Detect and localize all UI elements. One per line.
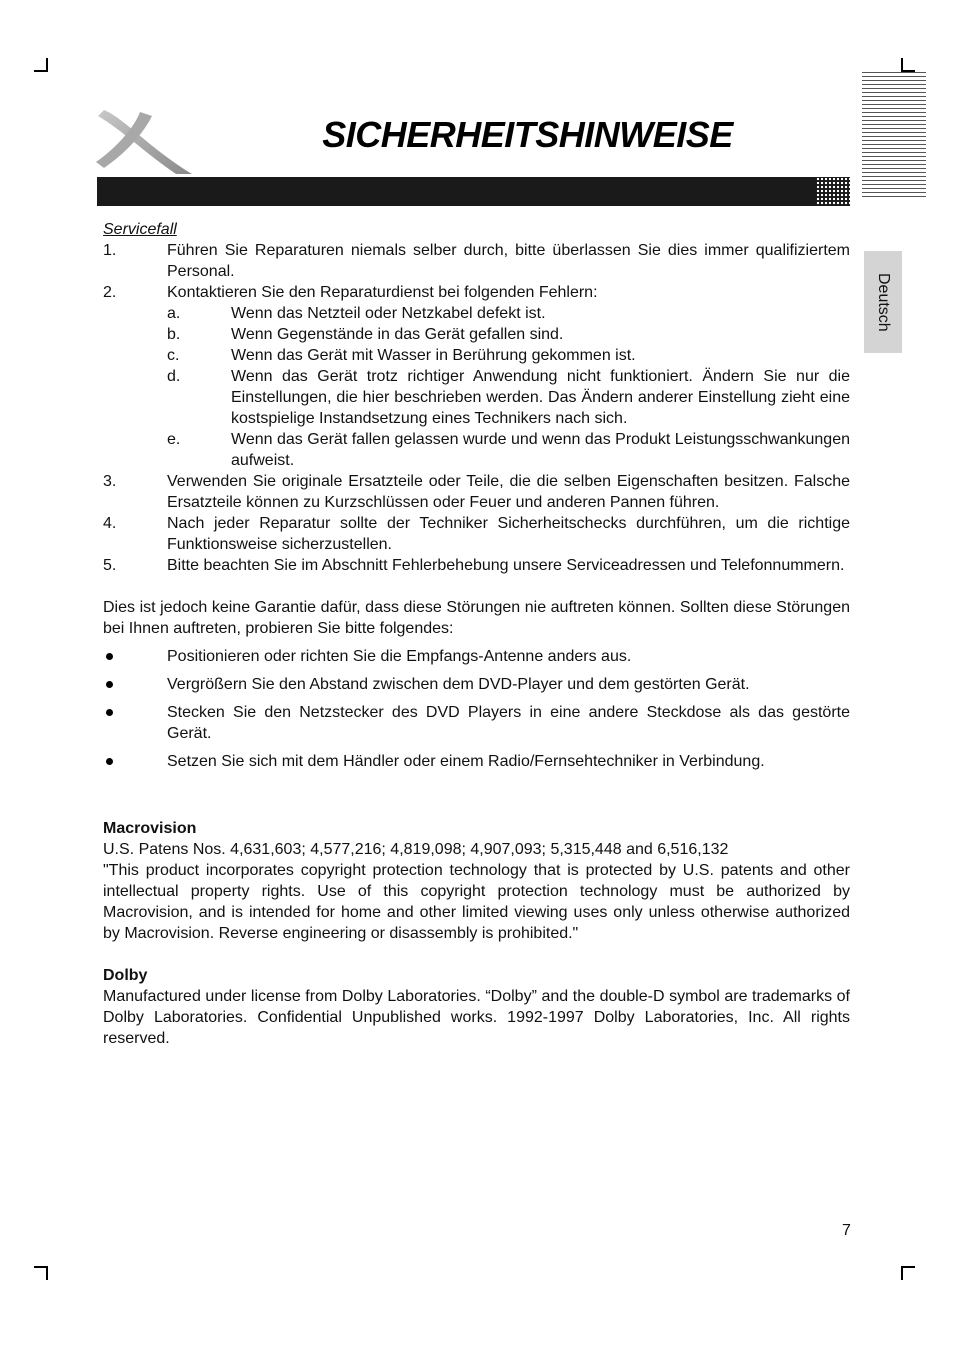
- sub-list-item: [103, 303, 850, 324]
- list-item-text: Führen Sie Reparaturen niemals selber durch, bitte überlassen Sie dies immer qualifiziertem Personal.: [167, 242, 850, 280]
- crop-mark-bottom-right: [901, 1266, 915, 1280]
- interference-intro: Dies ist jedoch keine Garantie dafür, dass diese Störungen nie auftreten können. Sollten diese Störungen bei Ihnen auftreten, probieren Sie bitte folgendes:: [103, 599, 850, 637]
- list-item: [103, 471, 850, 513]
- bullet-text: Setzen Sie sich mit dem Händler oder einem Radio/Fernsehtechniker in Verbindung.: [167, 753, 765, 770]
- list-item: [103, 240, 850, 282]
- dolby-text: Manufactured under license from Dolby Laboratories. “Dolby” and the double-D symbol are trademarks of Dolby Laboratories. Confidential Unpublished works. 1992-1997 Dolby Laboratories, Inc. All rights reserved.: [103, 988, 850, 1047]
- title-bar-dot-pattern: [816, 177, 850, 206]
- list-item-text: Bitte beachten Sie im Abschnitt Fehlerbehebung unsere Serviceadressen und Telefonnummern.: [167, 557, 845, 574]
- macrovision-patents: U.S. Patens Nos. 4,631,603; 4,577,216; 4,819,098; 4,907,093; 5,315,448 and 6,516,132: [103, 841, 729, 858]
- sub-list-item-text: Wenn das Gerät mit Wasser in Berührung gekommen ist.: [231, 347, 636, 364]
- list-item: [103, 282, 850, 303]
- list-item-number: 1.: [103, 242, 117, 259]
- bullet-text: Positionieren oder richten Sie die Empfangs-Antenne anders aus.: [167, 648, 632, 665]
- bullet-item: [103, 751, 850, 772]
- list-item-number: 4.: [103, 515, 117, 532]
- list-item-number: 3.: [103, 473, 117, 490]
- sub-list-item: [103, 429, 850, 471]
- list-item: [103, 555, 850, 576]
- sub-list-item-letter: d.: [167, 368, 181, 385]
- bullet-item: [103, 646, 850, 667]
- crop-mark-top-left: [34, 58, 48, 72]
- sub-list-item: [103, 366, 850, 429]
- language-tab-label: Deutsch: [875, 272, 892, 332]
- macrovision-heading: Macrovision: [103, 820, 197, 837]
- sub-list-item-letter: c.: [167, 347, 180, 364]
- sub-list-item-letter: a.: [167, 305, 181, 322]
- bullet-dot-icon: [106, 709, 113, 716]
- list-item-text: Nach jeder Reparatur sollte der Techniker Sicherheitschecks durchführen, um die richtige Funktionsweise sicherzustellen.: [167, 515, 850, 553]
- list-item-number: 2.: [103, 284, 117, 301]
- dolby-heading: Dolby: [103, 967, 148, 984]
- bullet-dot-icon: [106, 758, 113, 765]
- crop-mark-bottom-left: [34, 1266, 48, 1280]
- sub-list-item-text: Wenn das Gerät trotz richtiger Anwendung nicht funktioniert. Ändern Sie nur die Einstellungen, die hier beschrieben werden. Das Ändern anderer Einstellung zieht eine kostspielige Instandsetzung eines Technikers nach sich.: [231, 368, 850, 427]
- sub-list-item-text: Wenn das Gerät fallen gelassen wurde und wenn das Produkt Leistungsschwankungen aufweist.: [231, 431, 850, 469]
- title-bar: [97, 177, 850, 206]
- sub-list-item: [103, 345, 850, 366]
- page-content: [103, 219, 850, 1049]
- bullet-text: Stecken Sie den Netzstecker des DVD Players in eine andere Steckdose als das gestörte Gerät.: [167, 704, 850, 742]
- sub-list-item-text: Wenn das Netzteil oder Netzkabel defekt ist.: [231, 305, 546, 322]
- x-logo-icon: [94, 108, 194, 176]
- sub-list-item-letter: e.: [167, 431, 181, 448]
- list-item-text: Verwenden Sie originale Ersatzteile oder Teile, die die selben Eigenschaften besitzen. Falsche Ersatzteile können zu Kurzschlüssen oder Feuer und anderen Pannen führen.: [167, 473, 850, 511]
- bullet-item: [103, 674, 850, 695]
- bullet-dot-icon: [106, 653, 113, 660]
- page-title: SICHERHEITSHINWEISE: [322, 114, 733, 155]
- language-tab: [864, 251, 902, 353]
- decorative-stripes: [862, 72, 926, 198]
- sub-list-item-letter: b.: [167, 326, 181, 343]
- crop-mark-top-right: [901, 58, 915, 72]
- bullet-dot-icon: [106, 681, 113, 688]
- sub-list-item-text: Wenn Gegenstände in das Gerät gefallen sind.: [231, 326, 564, 343]
- list-item-number: 5.: [103, 557, 117, 574]
- list-item-text: Kontaktieren Sie den Reparaturdienst bei folgenden Fehlern:: [167, 284, 598, 301]
- page-number: 7: [842, 1222, 851, 1239]
- service-heading: Servicefall: [103, 221, 177, 238]
- bullet-text: Vergrößern Sie den Abstand zwischen dem DVD-Player und dem gestörten Gerät.: [167, 676, 750, 693]
- sub-list-item: [103, 324, 850, 345]
- list-item: [103, 513, 850, 555]
- bullet-item: [103, 702, 850, 744]
- macrovision-text: "This product incorporates copyright protection technology that is protected by U.S. patents and other intellectual property rights. Use of this copyright protection technology must be authorized by Macrovision, and is intended for home and other limited viewing uses only unless otherwise authorized by Macrovision. Reverse engineering or disassembly is prohibited.": [103, 862, 850, 942]
